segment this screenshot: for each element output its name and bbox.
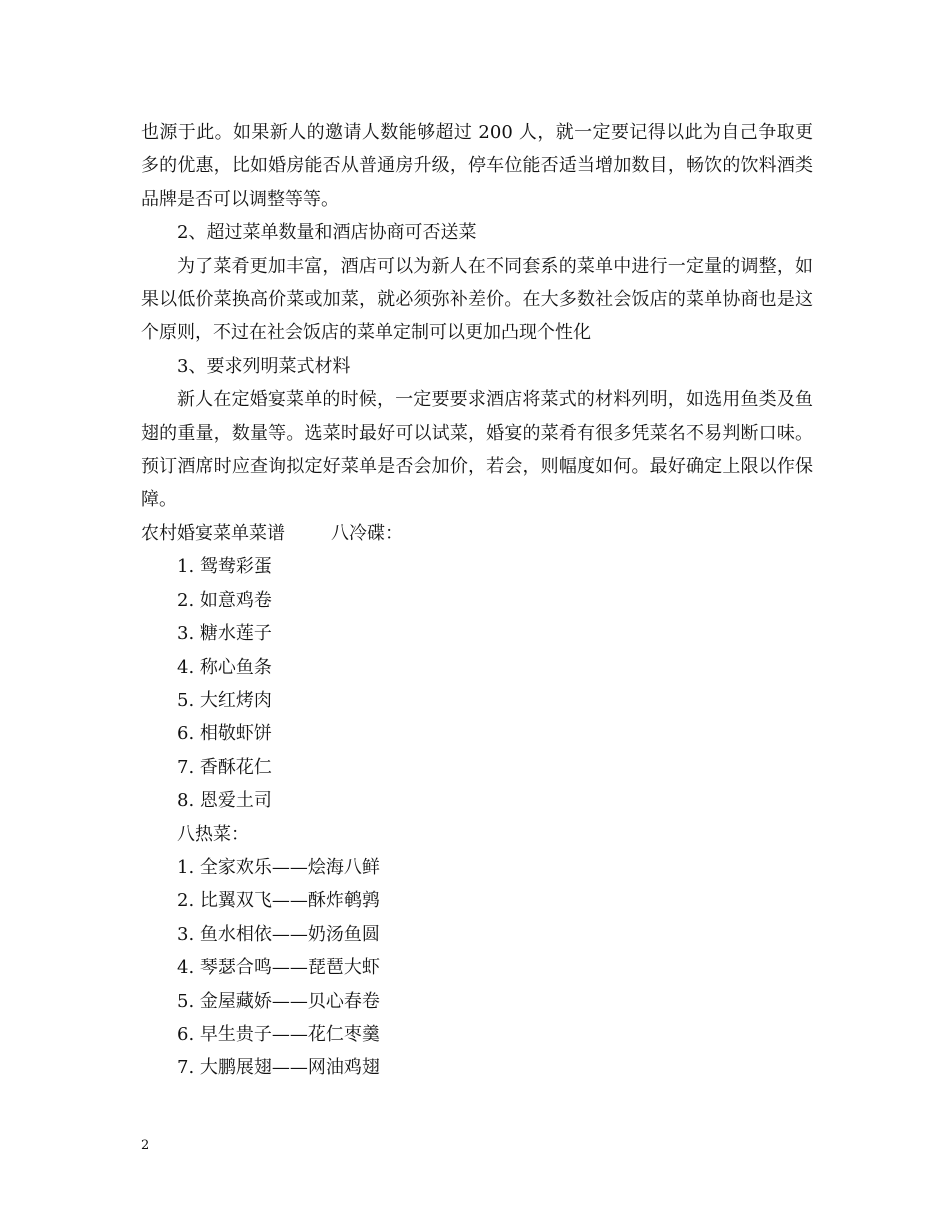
list-item: 4. 称心鱼条 [177,656,272,678]
document-body [141,116,813,1085]
list-item: 6. 相敬虾饼 [177,723,272,745]
paragraph-continued: 也源于此。如果新人的邀请人数能够超过 200 人，就一定要记得以此为自己争取更多的优惠，比如婚房能否从普通房升级，停车位能否适当增加数目，畅饮的饮料酒类品牌是否可以调整等等。 [141,122,813,210]
page-number: 2 [141,1138,150,1153]
hot-dishes-heading: 八热菜： [177,823,249,845]
list-item: 5. 金屋藏娇——贝心春卷 [177,990,380,1012]
list-item: 1. 鸳鸯彩蛋 [177,556,272,578]
list-item: 7. 大鹏展翅——网油鸡翅 [177,1057,380,1079]
menu-title: 农村婚宴菜单菜谱 [141,522,285,544]
menu-title-line [141,517,813,550]
section-heading-2: 2、超过菜单数量和酒店协商可否送菜 [177,222,477,244]
list-item: 8. 恩爱土司 [177,790,272,812]
list-item: 5. 大红烤肉 [177,689,272,711]
cold-dishes-list [141,550,813,817]
list-item: 2. 如意鸡卷 [177,589,272,611]
section-heading-3: 3、要求列明菜式材料 [177,355,351,377]
list-item: 1. 全家欢乐——烩海八鲜 [177,856,380,878]
list-item: 3. 糖水莲子 [177,623,272,645]
list-item: 3. 鱼水相依——奶汤鱼圆 [177,923,380,945]
list-item: 2. 比翼双飞——酥炸鹌鹑 [177,890,380,912]
list-item: 6. 早生贵子——花仁枣羹 [177,1023,380,1045]
paragraph-menu-adjustment: 为了菜肴更加丰富，酒店可以为新人在不同套系的菜单中进行一定量的调整，如果以低价菜换高价菜或加菜，就必须弥补差价。在大多数社会饭店的菜单协商也是这个原则，不过在社会饭店的菜单定制可以更加凸现个性化 [141,255,813,344]
cold-dishes-heading: 八冷碟： [331,522,403,544]
list-item: 4. 琴瑟合鸣——琵琶大虾 [177,957,380,979]
hot-dishes-list [141,851,813,1085]
paragraph-menu-ingredients: 新人在定婚宴菜单的时候，一定要要求酒店将菜式的材料列明，如选用鱼类及鱼翅的重量，数量等。选菜时最好可以试菜，婚宴的菜肴有很多凭菜名不易判断口味。预订酒席时应查询拟定好菜单是否会加价，若会，则幅度如何。最好确定上限以作保障。 [141,389,813,511]
list-item: 7. 香酥花仁 [177,756,272,778]
